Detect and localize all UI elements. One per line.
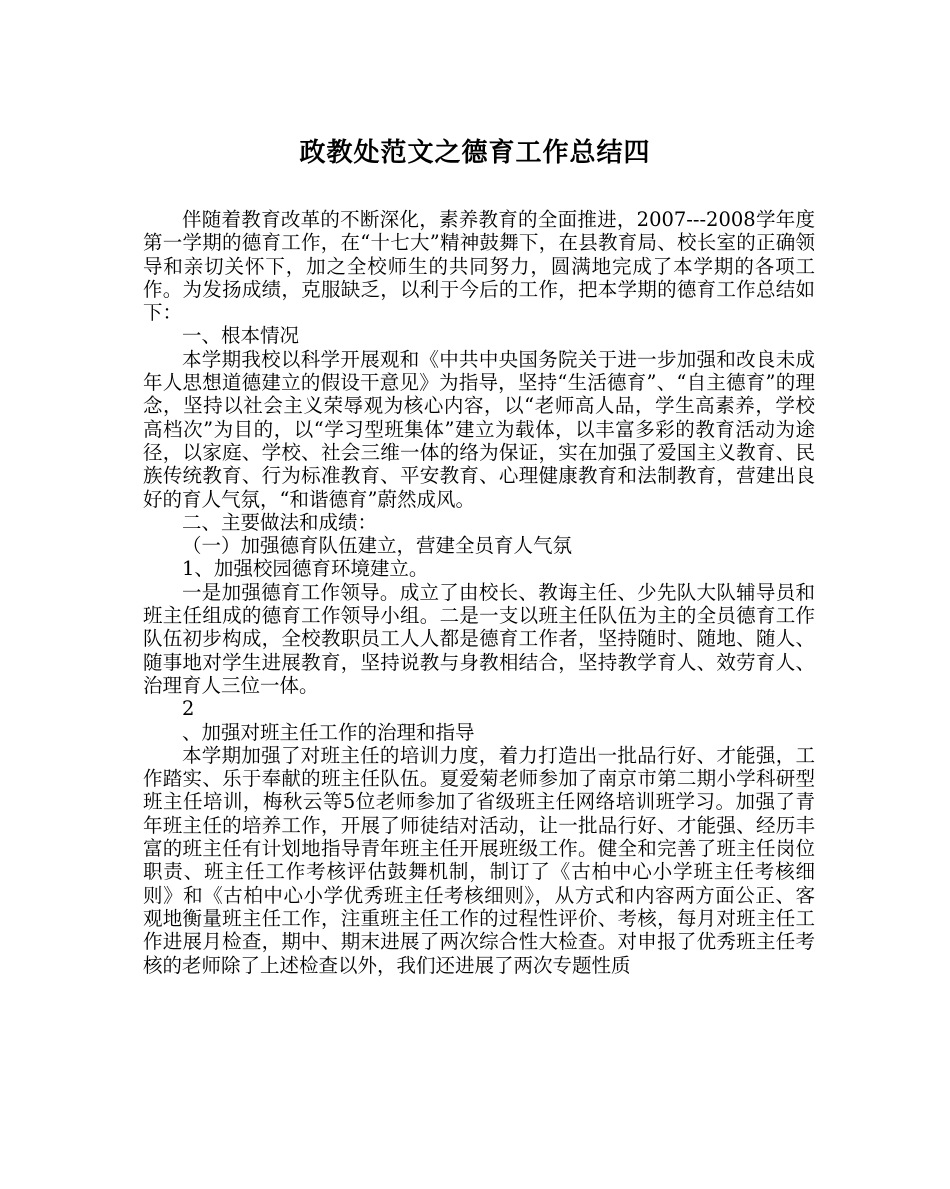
paragraph-intro: 伴随着教育改革的不断深化，素养教育的全面推进，2007---2008学年度第一学期的德育工作，在“十七大”精神鼓舞下，在县教育局、校长室的正确领导和亲切关怀下，加之全校师生的共同努力，圆满地完成了本学期的各项工作。为发扬成绩，克服缺乏，以利于今后的工作，把本学期的德育工作总结如下： xyxy=(143,208,815,325)
paragraph-item-2: 本学期加强了对班主任的培训力度，着力打造出一批品行好、才能强，工作踏实、乐于奉献的班主任队伍。夏爱菊老师参加了南京市第二期小学科研型班主任培训，梅秋云等5位老师参加了省级班主任网络培训班学习。加强了青年班主任的培养工作，开展了师徒结对活动，让一批品行好、才能强、经历丰富的班主任有计划地指导青年班主任开展班级工作。健全和完善了班主任岗位职责、班主任工作考核评估鼓舞机制，制订了《古柏中心小学班主任考核细则》和《古柏中心小学优秀班主任考核细则》，从方式和内容两方面公正、客观地衡量班主任工作，注重班主任工作的过程性评价、考核，每月对班主任工作进展月检查，期中、期末进展了两次综合性大检查。对申报了优秀班主任考核的老师除了上述检查以外，我们还进展了两次专题性质 xyxy=(143,743,815,977)
document-title: 政教处范文之德育工作总结四 xyxy=(299,138,651,168)
item-heading-1: 1、加强校园德育环境建立。 xyxy=(182,557,429,581)
document-body xyxy=(143,208,815,977)
item-heading-2: 、加强对班主任工作的治理和指导 xyxy=(182,720,475,744)
item-number-2: 2 xyxy=(182,697,195,721)
section-heading-methods: 二、主要做法和成绩： xyxy=(182,510,378,534)
subsection-heading-1: （一）加强德育队伍建立，营建全员育人气氛 xyxy=(182,534,573,558)
section-heading-basic: 一、根本情况 xyxy=(182,324,300,348)
paragraph-basic: 本学期我校以科学开展观和《中共中央国务院关于进一步加强和改良未成年人思想道德建立的假设干意见》为指导，坚持“生活德育”、“自主德育”的理念，坚持以社会主义荣辱观为核心内容，以“老师高人品，学生高素养，学校高档次”为目的，以“学习型班集体”建立为载体，以丰富多彩的教育活动为途径，以家庭、学校、社会三维一体的络为保证，实在加强了爱国主义教育、民族传统教育、行为标准教育、平安教育、心理健康教育和法制教育，营建出良好的育人气氛，“和谐德育”蔚然成风。 xyxy=(143,347,815,511)
paragraph-item-1: 一是加强德育工作领导。成立了由校长、教诲主任、少先队大队辅导员和班主任组成的德育工作领导小组。二是一支以班主任队伍为主的全员德育工作队伍初步构成，全校教职员工人人都是德育工作者，坚持随时、随地、随人、随事地对学生进展教育，坚持说教与身教相结合，坚持教学育人、效劳育人、治理育人三位一体。 xyxy=(143,580,815,697)
